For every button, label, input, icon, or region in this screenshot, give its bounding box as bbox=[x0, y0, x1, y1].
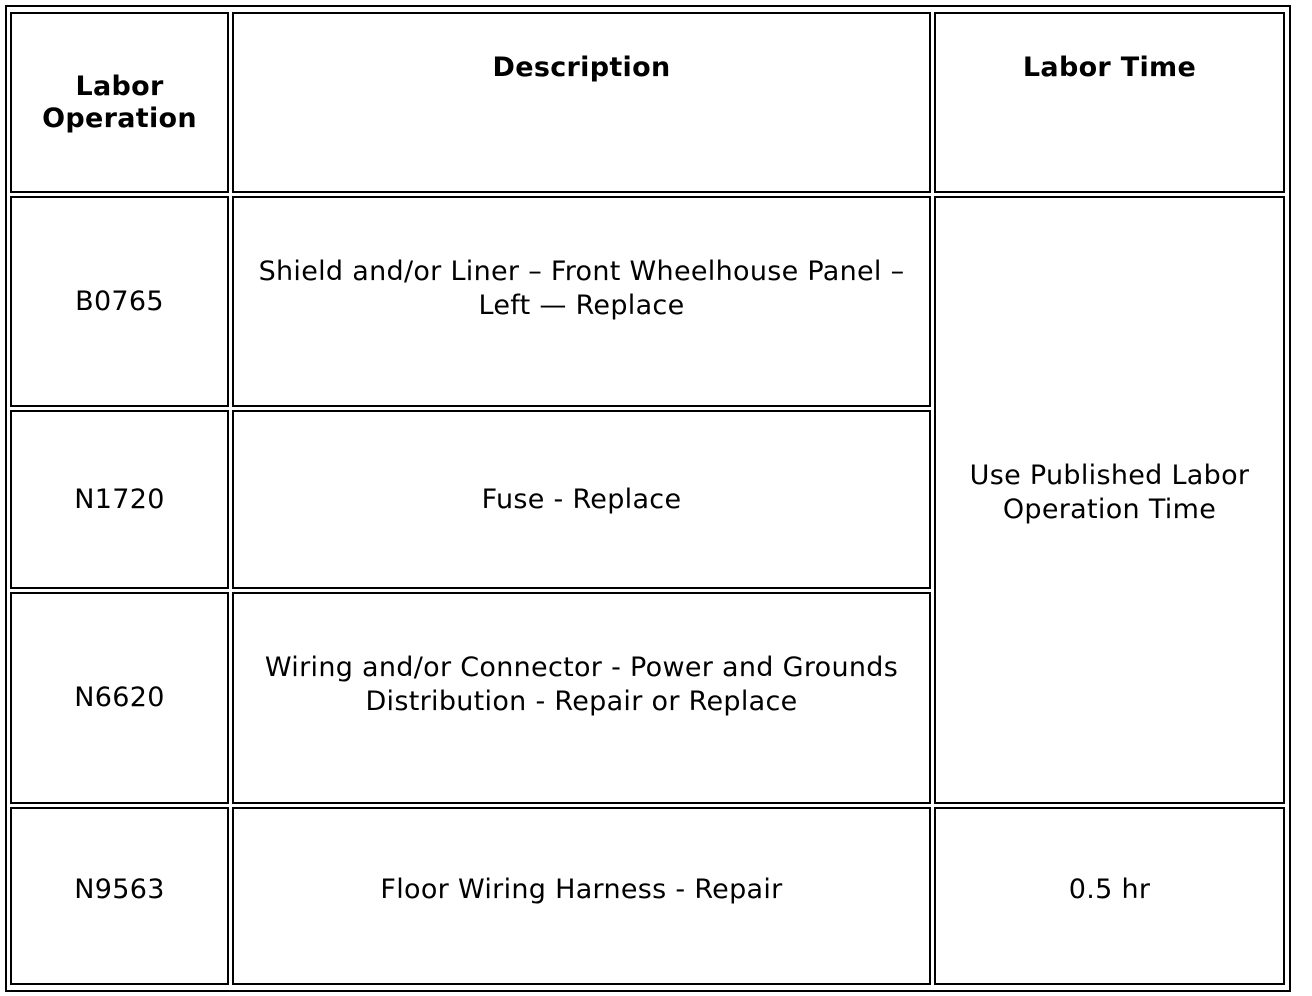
header-description bbox=[232, 12, 931, 193]
table-row-labor-time bbox=[934, 807, 1285, 985]
header-labor-time-text: Labor Time bbox=[1022, 52, 1197, 83]
labor-description: Fuse - Replace bbox=[481, 483, 682, 515]
labor-description: Wiring and/or Connector - Power and Grounds Distribution - Repair or Replace bbox=[264, 652, 899, 717]
labor-description: Floor Wiring Harness - Repair bbox=[380, 874, 783, 905]
header-description-text: Description bbox=[492, 52, 671, 83]
header-labor-operation-text: Labor Operation bbox=[42, 70, 197, 134]
labor-code: N1720 bbox=[74, 483, 165, 515]
labor-time-value: 0.5 hr bbox=[1068, 874, 1151, 905]
labor-code: N6620 bbox=[74, 682, 165, 713]
labor-code: B0765 bbox=[75, 285, 164, 317]
labor-description: Shield and/or Liner – Front Wheelhouse Panel – Left — Replace bbox=[258, 255, 905, 321]
table-row-code bbox=[10, 410, 229, 589]
table-row-description bbox=[232, 196, 931, 407]
merged-labor-time-text: Use Published Labor Operation Time bbox=[969, 460, 1250, 525]
header-labor-time bbox=[934, 12, 1285, 193]
table-row-code bbox=[10, 196, 229, 407]
table-row-code bbox=[10, 807, 229, 985]
labor-code: N9563 bbox=[74, 874, 165, 905]
merged-labor-time bbox=[934, 196, 1285, 804]
table-row-description bbox=[232, 807, 931, 985]
table-row-description bbox=[232, 410, 931, 589]
header-labor-operation bbox=[10, 12, 229, 193]
table-row-description bbox=[232, 592, 931, 804]
table-row-code bbox=[10, 592, 229, 804]
